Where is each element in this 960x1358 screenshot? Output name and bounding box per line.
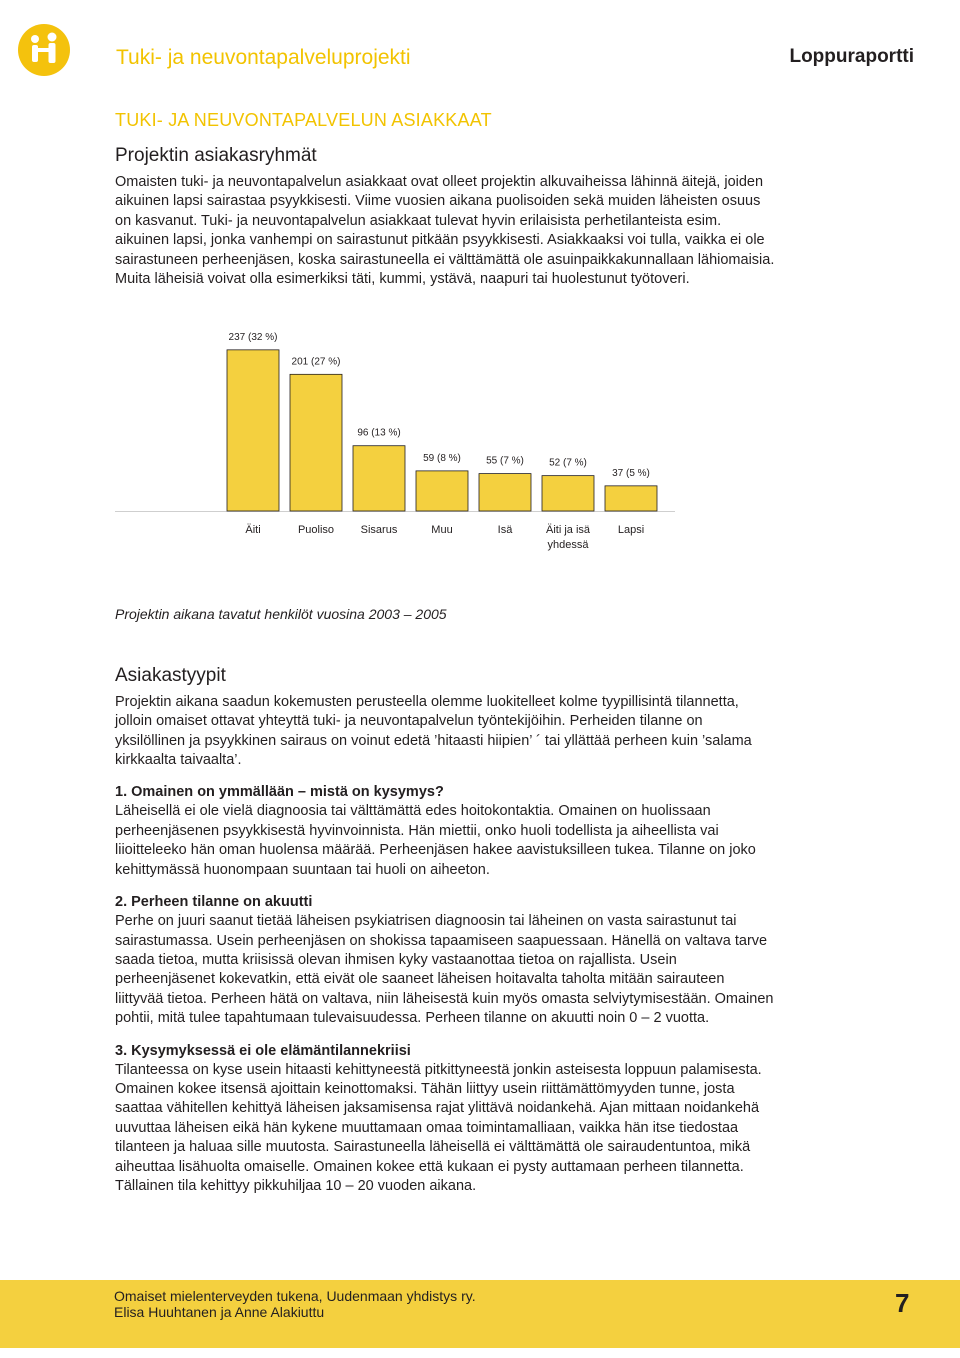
header-title: Tuki- ja neuvontapalveluprojekti	[116, 46, 411, 69]
chart-data-label: 201 (27 %)	[291, 356, 341, 368]
chart-category-label: Puoliso	[297, 524, 335, 537]
footer-authors: Elisa Huuhtanen ja Anne Alakiuttu	[114, 1304, 325, 1320]
logo	[16, 22, 72, 78]
chart-data-label: 37 (5 %)	[612, 468, 650, 480]
chart-bar	[542, 476, 594, 511]
chart-category-label: Sisarus	[360, 524, 398, 537]
chart-bar	[290, 375, 342, 512]
logo-figure-head	[48, 33, 57, 42]
footer-text	[114, 1288, 476, 1320]
chart-bar	[416, 471, 468, 511]
type-3-text: Tilanteessa on kyse usein hitaasti kehittyneestä pitkittyneestä jonkin asteisesta loppuun palamisesta. Omainen kokee itsensä ajoittain keinottomaksi. Tähän liittyy usein riittämättömyyden tunne, josta saattaa vähitellen kehittyä läheisen jaksamisensa rajat ylittävä noidankehä. Ajan mittaan noidankehä uuvuttaa läheisen eikä hän kykene muuttamaan omaa toimintamalliaan, vaikka hän itse tiedostaa tilanteen ja haluaa sille muutosta. Sairastuneella läheisellä ei välttämättä ole sairaudentuntoa, mikä aiheuttaa lisähuolta omaiselle. Omainen kokee että kukaan ei pysty auttamaan perheen tilannetta. Tällainen tila kehittyy pikkuhiljaa 10 – 20 vuoden aikana.	[115, 1061, 762, 1194]
logo-figure-arm	[38, 48, 49, 52]
paragraph-asiakastyypit-intro: Projektin aikana saadun kokemusten perusteella olemme luokitelleet kolme tyypillisintä tilannetta, jolloin omaiset ottavat yhteyttä tuki- ja neuvontapalvelun työntekijöihin. Perheiden tilanne on yksilöllinen ja psyykkinen sairaus on voinut edetä ’hitaasti hiipien’ ´ tai yllättää perheen kuin ’salama kirkkaalta taivaalta’.	[115, 693, 752, 769]
chart-data-label: 96 (13 %)	[357, 428, 401, 440]
chart-bar	[479, 474, 531, 511]
chart-category-label: Muu	[431, 524, 453, 537]
type-3-title: 3. Kysymyksessä ei ole elämäntilannekriisi	[115, 1042, 411, 1059]
footer-bar	[0, 1280, 960, 1348]
chart-category-label: Äiti	[245, 524, 261, 537]
type-1-text: Läheisellä ei ole vielä diagnoosia tai välttämättä edes hoitokontaktia. Omainen on huolissaan perheenjäsenen psyykkisestä hyvinvoinnista. Hän miettii, onko huoli todellista ja aiheellista vai liioitteleeko hän oman huolensa määrää. Perheenjäsen hakee aavistuksilleen tukea. Tilanne on joko kehittymässä huonompaan suuntaan tai huoli on aiheeton.	[115, 803, 756, 878]
heading-asiakastyypit: Asiakastyypit	[115, 664, 226, 686]
chart-caption: Projektin aikana tavatut henkilöt vuosina 2003 – 2005	[115, 606, 447, 623]
chart-category-label: yhdessä	[547, 539, 589, 552]
chart-bar	[227, 350, 279, 511]
chart-data-label: 52 (7 %)	[549, 458, 587, 470]
bar-chart	[115, 311, 675, 601]
chart-data-label: 55 (7 %)	[486, 456, 524, 468]
footer-organization: Omaiset mielenterveyden tukena, Uudenmaan yhdistys ry.	[114, 1288, 476, 1304]
main-content	[115, 110, 775, 1196]
type-2-text: Perhe on juuri saanut tietää läheisen psykiatrisen diagnoosin tai läheinen on vasta sairastunut tai sairastumassa. Usein perheenjäsen on shokissa tapaamiseen saapuessaan. Hänellä on valtava tarve saada tietoa, mutta kriisissä olevan ihmisen kyky vastaanottaa tietoa on rajallista. Usein perheenjäsenet kokevatkin, että eivät ole saaneet läheisen hoitavalta taholta mitään sairauteen liittyvää tietoa. Perheen hätä on valtava, niin läheisestä kuin myös omasta selviytymisestään. Omainen pohtii, mitä tulee tapahtumaan tulevaisuudessa. Perheen tilanne on akuutti noin 0 – 2 vuotta.	[115, 913, 774, 1027]
logo-figure-head	[31, 35, 39, 43]
chart-data-label: 237 (32 %)	[228, 332, 278, 344]
heading-projektin-asiakasryhmat: Projektin asiakasryhmät	[115, 145, 317, 166]
chart-category-label: Lapsi	[617, 524, 645, 537]
chart-category-label: Äiti ja isä	[545, 524, 591, 537]
page-number: 7	[895, 1288, 910, 1318]
chart-bar	[353, 446, 405, 511]
bar-chart-svg	[115, 311, 675, 576]
header-report-label: Loppuraportti	[789, 46, 914, 67]
section-title: TUKI- JA NEUVONTAPALVELUN ASIAKKAAT	[115, 110, 492, 130]
logo-figure-body	[32, 45, 38, 62]
logo-figure-body	[49, 43, 56, 63]
paragraph-asiakasryhmat: Omaisten tuki- ja neuvontapalvelun asiakkaat ovat olleet projektin alkuvaiheissa lähinnä äitejä, joiden aikuinen lapsi sairastaa psyykkisesti. Viime vuosien aikana puolisoiden sekä muiden läheisten osuus on kasvanut. Tuki- ja neuvontapalvelun asiakkaat tulevat hyvin erilaisista perhetilanteista esim. aikuinen lapsi, jonka vanhempi on sairastunut pitkään psyykkisesti. Asiakkaaksi voi tulla, vaikka ei ole sairastuneen perheenjäsen, koska sairastuneella ei välttämättä ole asuinpaikkakunnallaan lähiomaisia. Muita läheisiä voivat olla esimerkiksi täti, kummi, ystävä, naapuri tai huolestunut työtoveri.	[115, 174, 775, 288]
chart-category-label: Isä	[497, 524, 513, 537]
chart-data-label: 59 (8 %)	[423, 453, 461, 465]
type-2-title: 2. Perheen tilanne on akuutti	[115, 894, 313, 911]
type-1-title: 1. Omainen on ymmällään – mistä on kysymys?	[115, 784, 444, 801]
chart-bar	[605, 486, 657, 511]
